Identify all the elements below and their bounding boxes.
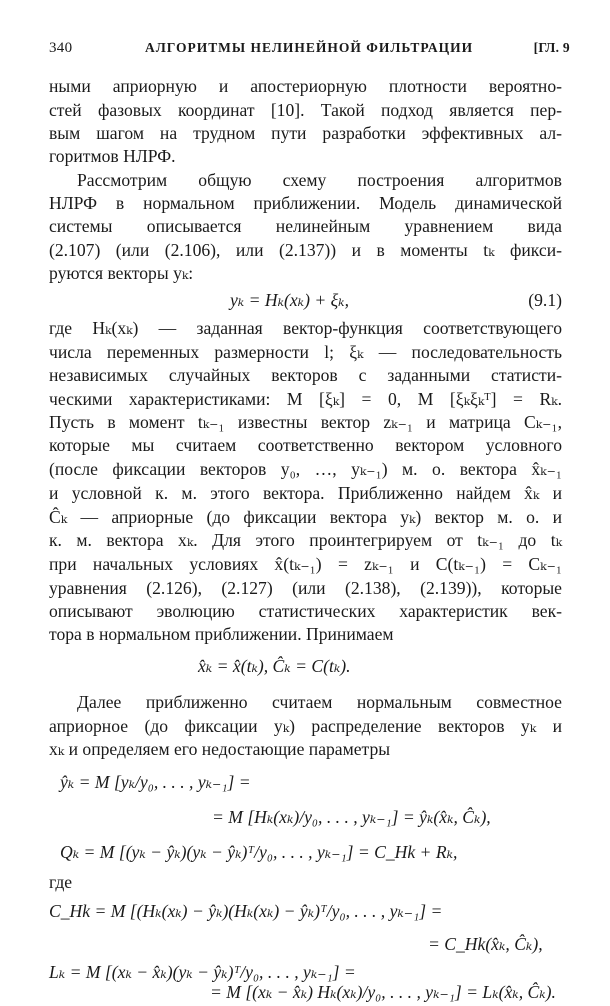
text-line: априорное (до фиксации yₖ) распределение векторов yₖ и <box>49 716 562 736</box>
text-line: стей фазовых координат [10]. Такой подход является пер- <box>49 100 562 120</box>
text-line: ческими характеристиками: M [ξₖ] = 0, M [ξₖξₖᵀ] = Rₖ. <box>49 389 562 409</box>
equation-number: (9.1) <box>528 290 562 310</box>
text-line: Ĉₖ — априорные (до фиксации вектора yₖ) вектор м. о. и <box>49 507 562 527</box>
text-line: при начальных условиях x̂(tₖ₋₁) = zₖ₋₁ и C(tₖ₋₁) = Cₖ₋₁ <box>49 554 562 574</box>
text-line: тора в нормальном приближении. Принимаем <box>49 624 394 644</box>
text-line: которые мы считаем соответственно вектором условного <box>49 435 562 455</box>
text-line: (после фиксации векторов y₀, …, yₖ₋₁) м. о. вектора x̂ₖ₋₁ <box>49 459 562 479</box>
running-title: АЛГОРИТМЫ НЕЛИНЕЙНОЙ ФИЛЬТРАЦИИ <box>145 40 474 55</box>
page-number: 340 <box>49 40 73 56</box>
text-line: Рассмотрим общую схему построения алгоритмов <box>77 170 562 190</box>
text-line: числа переменных размерности l; ξₖ — последовательность <box>49 342 562 362</box>
equation-y-hat-2: = M [Hₖ(xₖ)/y₀, . . . , yₖ₋₁] = ŷₖ(x̂ₖ, Ĉₖ), <box>212 807 491 827</box>
text-line: независимых случайных векторов с заданными статисти- <box>49 365 562 385</box>
text-line: уравнения (2.126), (2.127) (или (2.138), (2.139)), которые <box>49 578 562 598</box>
text-line: руются векторы yₖ: <box>49 263 194 283</box>
text-line: вым шагом на трудном пути разработки эффективных ал- <box>49 123 562 143</box>
text-line: к. м. вектора xₖ. Для этого проинтегрируем от tₖ₋₁ до tₖ <box>49 530 562 550</box>
text-line: xₖ и определяем его недостающие параметры <box>49 739 391 759</box>
text-line: ными априорную и апостериорную плотности вероятно- <box>49 76 562 96</box>
equation-c-1: C_Hk = M [(Hₖ(xₖ) − ŷₖ)(Hₖ(xₖ) − ŷₖ)ᵀ/y₀, . . . , yₖ₋₁] = <box>49 901 443 921</box>
equation-l-2: = M [(xₖ − x̂ₖ) Hₖ(xₖ)/y₀, . . . , yₖ₋₁] = Lₖ(x̂ₖ, Ĉₖ). <box>210 982 556 1002</box>
equation-prior: x̂ₖ = x̂(tₖ), Ĉₖ = C(tₖ). <box>198 656 351 676</box>
text-line: описывают эволюцию статистических характеристик век- <box>49 601 562 621</box>
equation-l-1: Lₖ = M [(xₖ − x̂ₖ)(yₖ − ŷₖ)ᵀ/y₀, . . . , yₖ₋₁] = <box>49 962 356 982</box>
page-header <box>49 40 570 64</box>
text-line: (2.107) (или (2.106), или (2.137)) и в моменты tₖ фикси- <box>49 240 562 260</box>
text-line: где Hₖ(xₖ) — заданная вектор-функция соответствующего <box>49 318 562 338</box>
text-line: Пусть в момент tₖ₋₁ известны вектор zₖ₋₁ и матрица Cₖ₋₁, <box>49 412 562 432</box>
text-line: где <box>49 872 73 892</box>
equation-q: Qₖ = M [(yₖ − ŷₖ)(yₖ − ŷₖ)ᵀ/y₀, . . . , yₖ₋₁] = C_Hk + Rₖ, <box>60 842 458 862</box>
text-line: системы описывается нелинейным уравнением вида <box>49 216 562 236</box>
text-line: Далее приближенно считаем нормальным совместное <box>77 692 562 712</box>
chapter-marker: [ГЛ. 9 <box>533 40 570 55</box>
equation-y-hat-1: ŷₖ = M [yₖ/y₀, . . . , yₖ₋₁] = <box>60 772 251 792</box>
equation-c-2: = C_Hk(x̂ₖ, Ĉₖ), <box>428 934 543 954</box>
text-line: НЛРФ в нормальном приближении. Модель динамической <box>49 193 562 213</box>
text-line: горитмов НЛРФ. <box>49 146 176 166</box>
text-line: и условной к. м. этого вектора. Приближенно найдем x̂ₖ и <box>49 483 562 503</box>
equation-9-1: yₖ = Hₖ(xₖ) + ξₖ, <box>230 290 349 310</box>
